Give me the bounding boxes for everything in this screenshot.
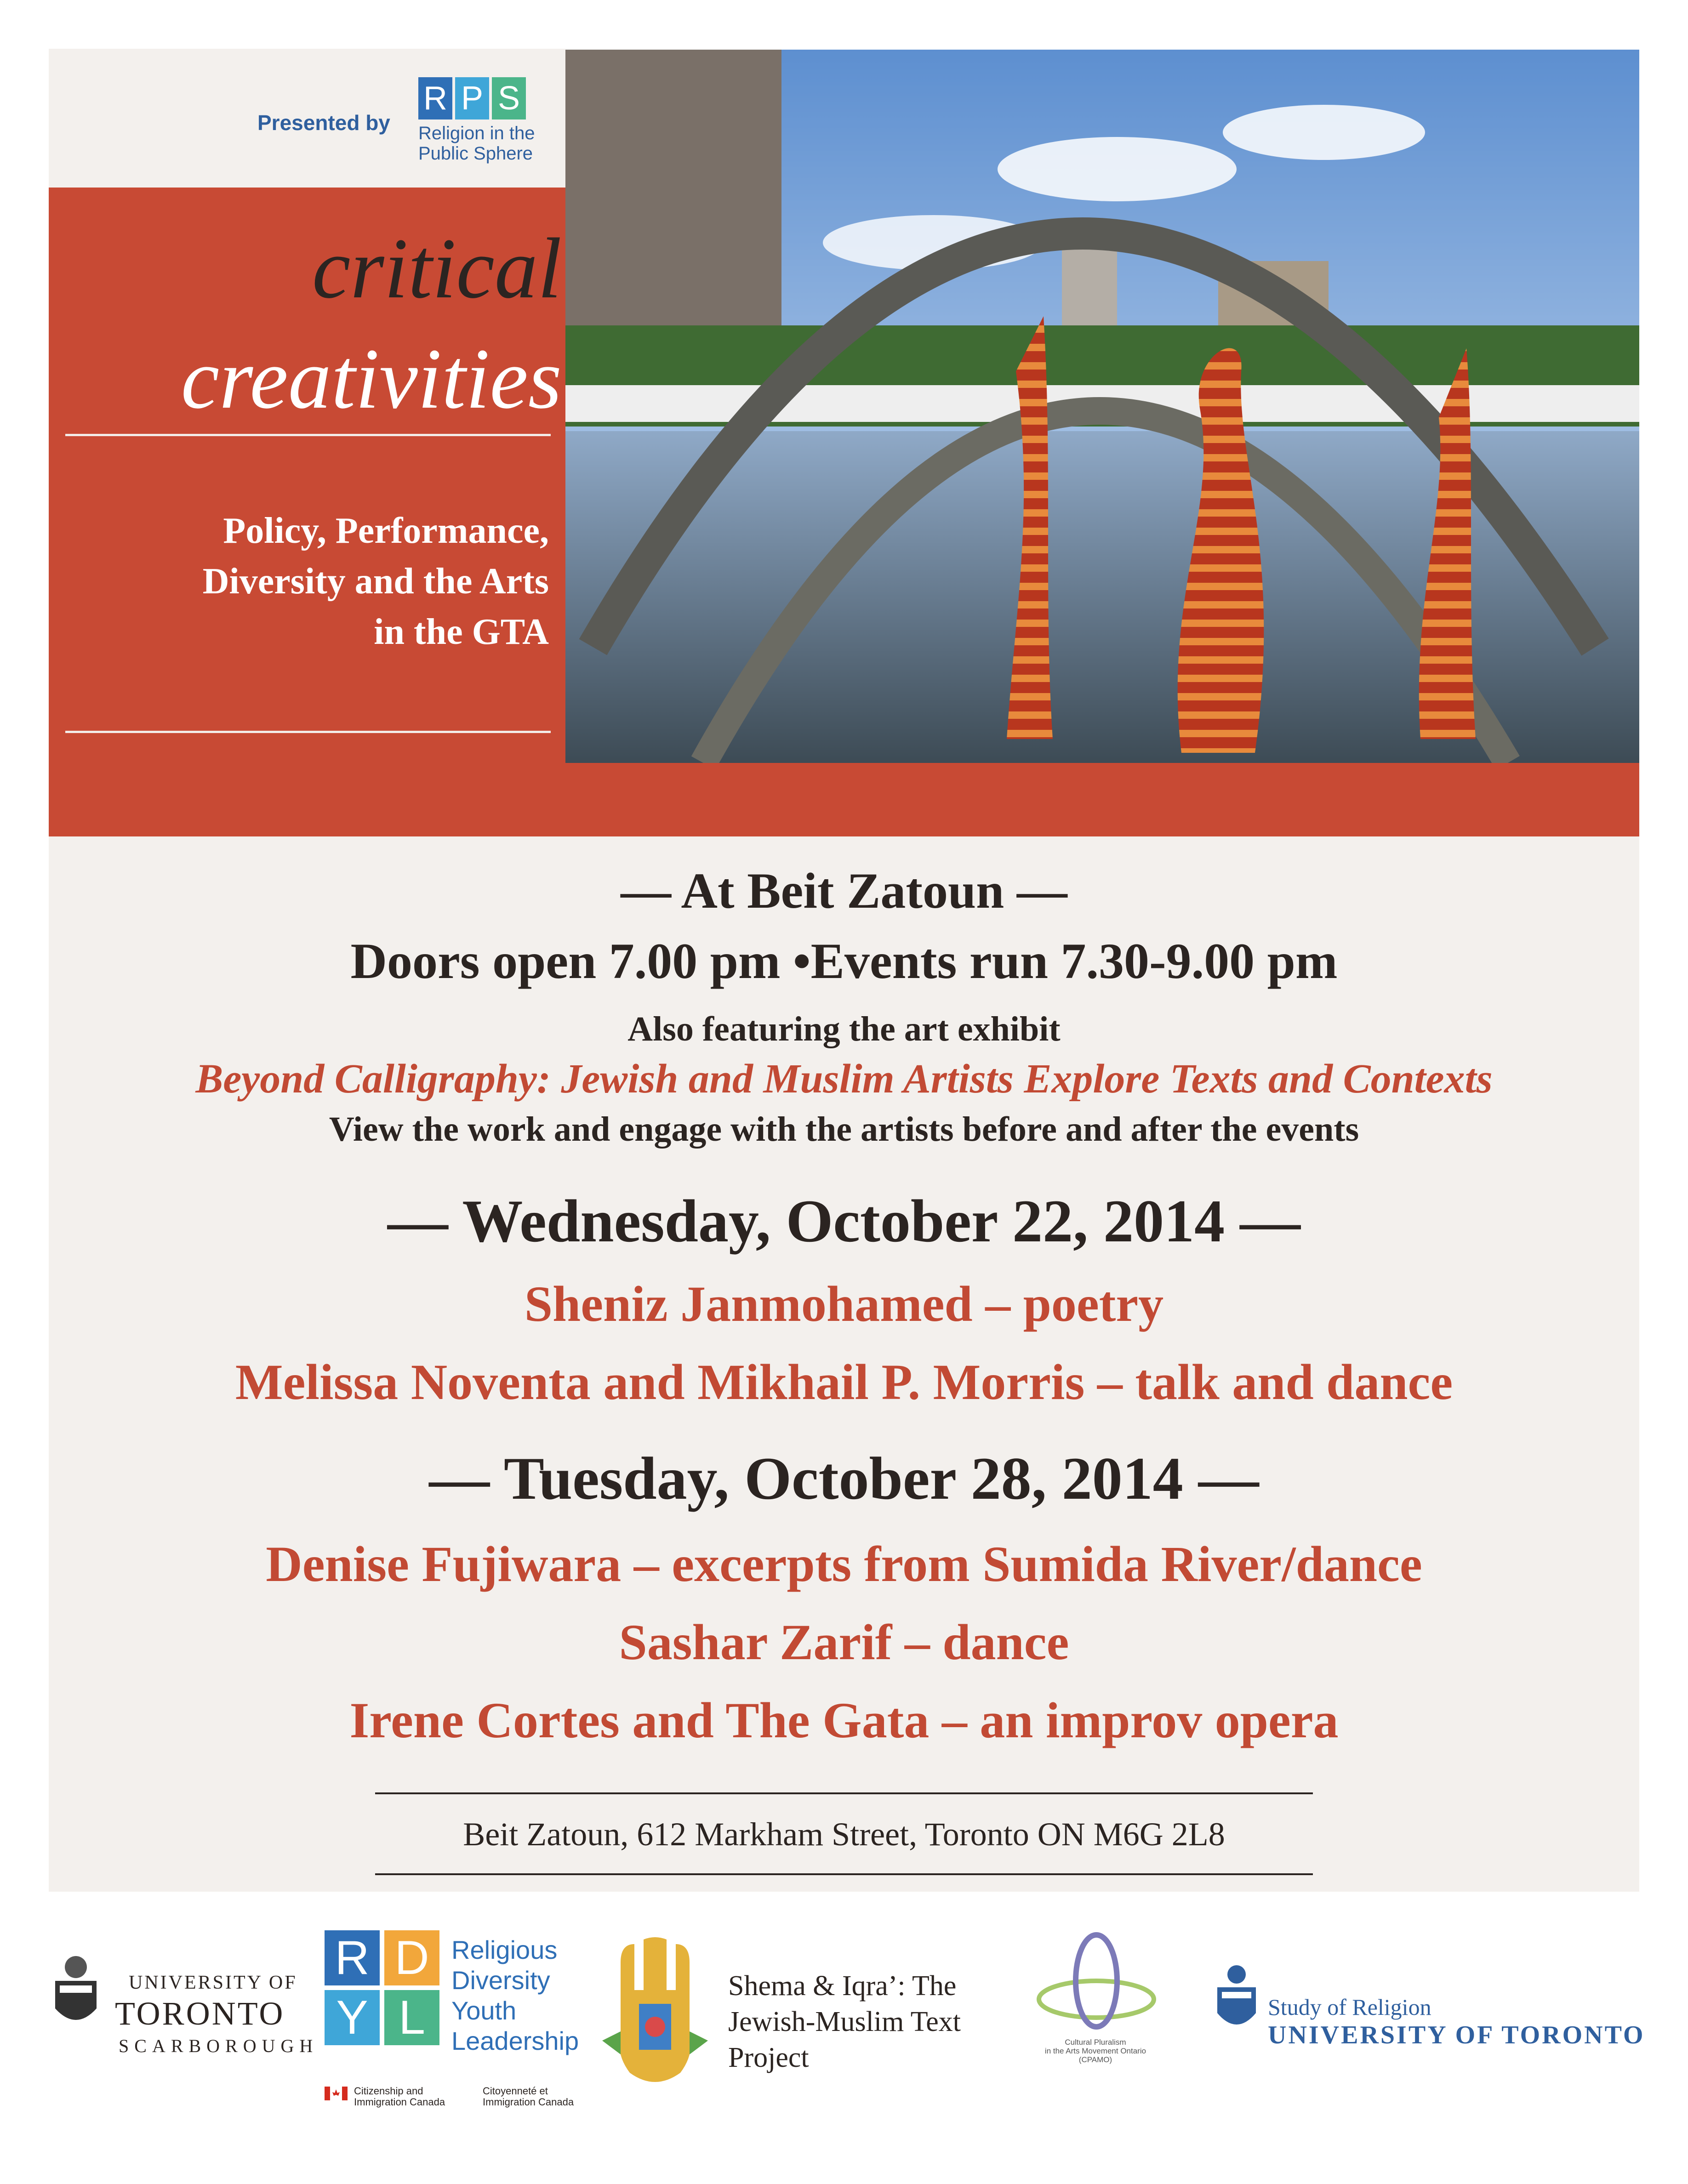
hamsa-icon [602,1935,708,2087]
exhibit-title: Beyond Calligraphy: Jewish and Muslim Artists Explore Texts and Contexts [195,1056,1493,1102]
rps-caption-line2: Public Sphere [418,143,533,164]
view-note: View the work and engage with the artists before and after the events [329,1110,1359,1149]
rdyl-letter-r: R [325,1930,380,1985]
rps-caption-line1: Religion in the [418,123,535,143]
canada-flag-icon [325,2087,348,2100]
uoft-sc-line1: UNIVERSITY OF [129,1972,297,1993]
event-item: Sheniz Janmohamed – poetry [524,1276,1164,1332]
event-item: Denise Fujiwara – excerpts from Sumida River/dance [266,1536,1422,1592]
subtitle-line-2: Diversity and the Arts [202,561,549,602]
venue-address: Beit Zatoun, 612 Markham Street, Toronto ON M6G 2L8 [463,1816,1225,1853]
rps-letter-s: S [492,77,526,119]
rdyl-letter-d: D [384,1930,439,1985]
uoft-label: UNIVERSITY OF TORONTO [1268,2021,1645,2049]
title-line-2: creativities [181,330,562,427]
cic-french [483,2086,574,2108]
uoft-sc-line2: TORONTO [115,1995,285,2032]
address-rule-top [375,1792,1313,1794]
rps-letter-p: P [455,77,489,119]
subtitle-line-3: in the GTA [374,612,549,652]
cic-fr-line: Citoyenneté et [483,2085,548,2097]
shema-line: Shema & Iqra’: The [728,1970,957,2002]
uoft-crest-icon [51,1953,101,2031]
uoft-crest-blue-icon [1214,1962,1260,2041]
event-item: Sashar Zarif – dance [619,1614,1069,1670]
event-item: Melissa Noventa and Mikhail P. Morris – talk and dance [235,1354,1453,1410]
rdyl-letter-y: Y [325,1990,380,2045]
address-rule-bottom [375,1873,1313,1875]
cpamo-line: Cultural Pluralism [1065,2038,1126,2047]
cpamo-line: in the Arts Movement Ontario [1044,2047,1146,2055]
title-rule-top [65,434,551,436]
cic-en-line: Citizenship and [354,2085,423,2097]
event-item: Irene Cortes and The Gata – an improv opera [349,1692,1339,1748]
uoft-sc-line3: SCARBOROUGH [119,2036,319,2056]
cic-fr-line: Immigration Canada [483,2096,574,2108]
subtitle-line-1: Policy, Performance, [223,511,549,551]
shema-line: Project [728,2042,809,2073]
rdyl-text [451,1935,579,2056]
rps-caption [418,123,535,164]
subtitle [203,506,549,657]
venue-heading: — At Beit Zatoun — [621,863,1067,919]
also-featuring: Also featuring the art exhibit [627,1010,1061,1048]
event-times: Doors open 7.00 pm •Events run 7.30-9.00 pm [350,933,1338,989]
rdyl-letter-l: L [384,1990,439,2045]
title-rule-bottom [65,731,551,733]
hero-photo [565,50,1639,763]
rdyl-text-line: Diversity [451,1966,550,1995]
rdyl-text-line: Youth [451,1996,517,2025]
date-heading-2: — Tuesday, October 28, 2014 — [429,1445,1259,1512]
title-line-1: critical [312,220,562,316]
cpamo-logo-text [1043,2038,1148,2064]
shema-line: Jewish-Muslim Text [728,2006,961,2037]
shema-iqra-logo-text [728,1968,961,2076]
cpamo-ring-icon [1034,1930,1158,2041]
cic-english [354,2086,445,2108]
date-heading-1: — Wednesday, October 22, 2014 — [387,1187,1301,1255]
cic-en-line: Immigration Canada [354,2096,445,2108]
rdyl-text-line: Leadership [451,2026,579,2055]
presented-by-label: Presented by [257,111,390,135]
rdyl-text-line: Religious [451,1935,558,1964]
cpamo-line: (CPAMO) [1078,2055,1112,2064]
study-of-religion-label: Study of Religion [1268,1994,1431,2020]
rps-letter-r: R [418,77,452,119]
